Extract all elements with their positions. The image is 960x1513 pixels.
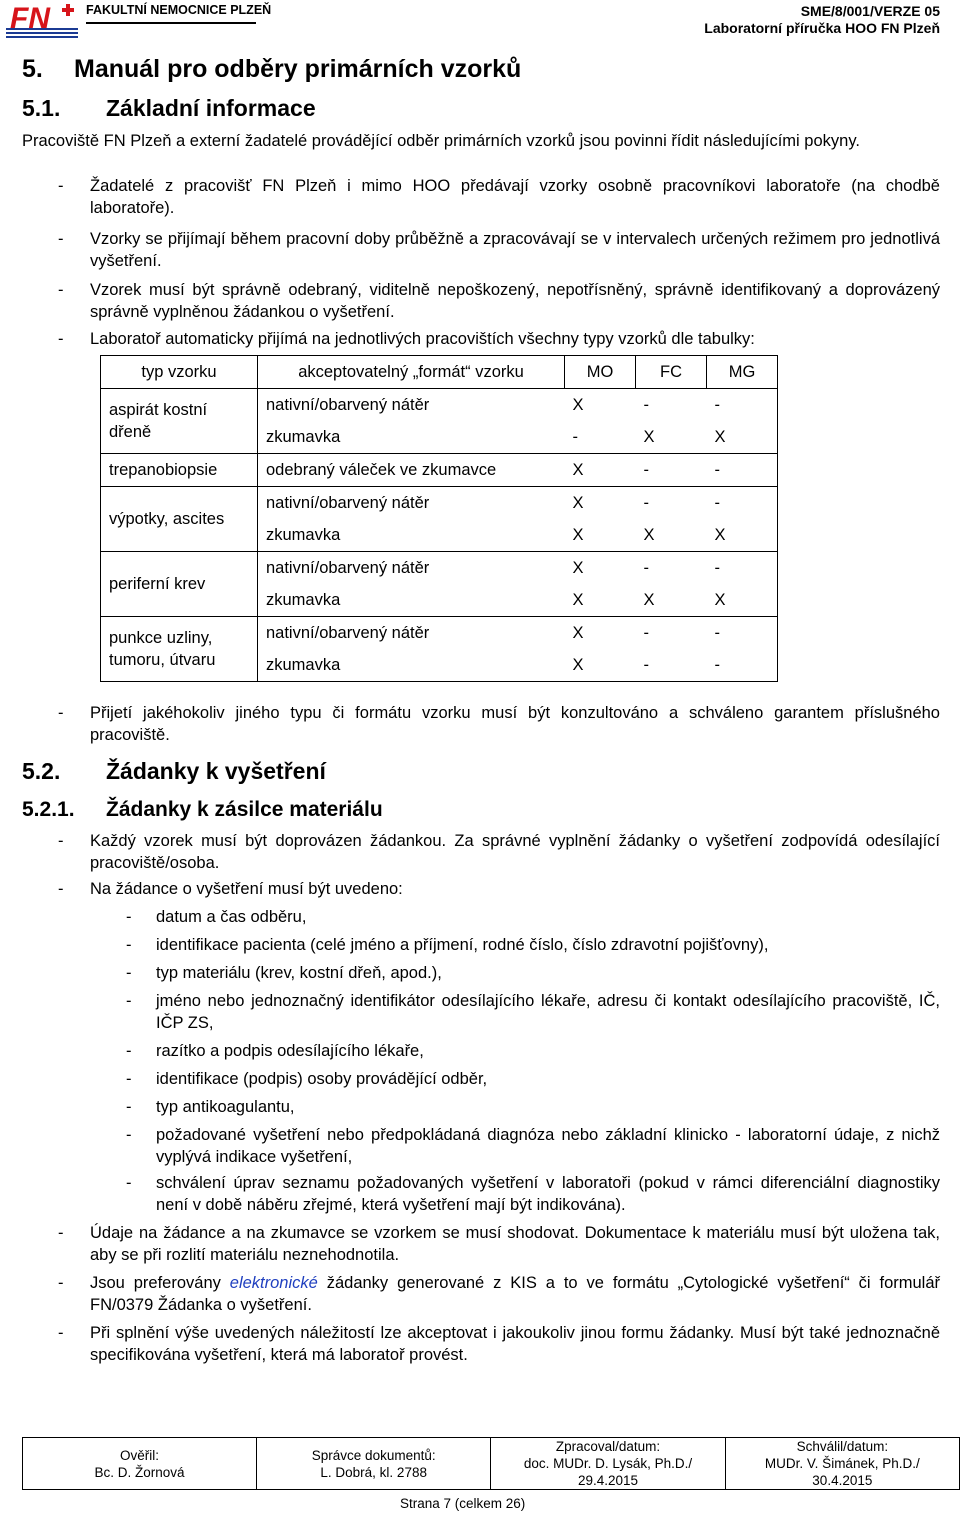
fc-cell: - [636, 617, 707, 650]
mg-cell: X [707, 584, 778, 617]
cell-date: 29.4.2015 [577, 1473, 639, 1488]
section-number: 5.2. [22, 758, 61, 784]
format-cell: zkumavka [258, 584, 565, 617]
sub-bullet-text: razítko a podpis odesílajícího lékaře, [156, 1042, 424, 1060]
section-title: Žádanky k vyšetření [106, 758, 326, 784]
sub-bullet-text: jméno nebo jednoznačný identifikátor odesílajícího lékaře, adresu či kontakt odesílajícího pracoviště, IČ, IČP ZS, [156, 992, 940, 1032]
mo-cell: X [565, 584, 636, 617]
fc-cell: - [636, 552, 707, 585]
section-number: 5.2.1. [22, 798, 75, 821]
format-cell: nativní/obarvený nátěr [258, 552, 565, 585]
cell-label: Ověřil: [120, 1447, 160, 1463]
section-number: 5. [22, 55, 43, 83]
text-part: Jsou preferovány [90, 1274, 230, 1292]
cell-value: L. Dobrá, kl. 2788 [320, 1464, 427, 1480]
format-cell: zkumavka [258, 649, 565, 682]
dash: - [126, 964, 132, 982]
table-header-row [101, 356, 778, 389]
mo-cell: X [565, 552, 636, 585]
table-row [101, 389, 778, 422]
sample-type-cell: výpotky, ascites [101, 487, 258, 552]
header-rule [86, 22, 256, 24]
cell-value: doc. MUDr. D. Lysák, Ph.D./ [523, 1456, 693, 1471]
mo-cell: X [565, 519, 636, 552]
fc-cell: - [636, 389, 707, 422]
dash: - [126, 992, 132, 1010]
mg-cell: - [707, 552, 778, 585]
mg-cell: X [707, 519, 778, 552]
verified-cell [23, 1438, 257, 1490]
section-5-2-1-heading [22, 798, 383, 822]
hospital-name: FAKULTNÍ NEMOCNICE PLZEŇ [86, 3, 272, 17]
sub-bullet-text: datum a čas odběru, [156, 908, 307, 926]
section-number: 5.1. [22, 95, 61, 121]
section-title: Žádanky k zásilce materiálu [106, 798, 383, 821]
fc-cell: X [636, 421, 707, 454]
dash: - [126, 1174, 132, 1192]
bullet-text: Vzorky se přijímají během pracovní doby průběžně a zpracovávají se v intervalech určených režimem pro jednotlivá vyšetření. [90, 230, 940, 270]
hospital-logo-icon [4, 2, 80, 40]
format-cell: nativní/obarvený nátěr [258, 487, 565, 520]
bullet-text: Laboratoř automaticky přijímá na jednotlivých pracovištích všechny typy vzorků dle tabulky: [90, 330, 755, 348]
svg-text:FN: FN [10, 2, 50, 35]
table-header: MO [565, 356, 636, 389]
fc-cell: - [636, 454, 707, 487]
bullet-text: Žadatelé z pracovišť FN Plzeň i mimo HOO předávají vzorky osobně pracovníkovi laboratoře (na chodbě laboratoře). [90, 177, 940, 217]
mo-cell: X [565, 649, 636, 682]
dash: - [58, 177, 64, 195]
electronic-link[interactable]: elektronické [229, 1274, 318, 1292]
sub-bullet-text: schválení úprav seznamu požadovaných vyšetření v laboratoři (pokud v rámci diferenciální diagnostiky není v době náběru zřejmé, která vyšetření mají být indikována). [156, 1174, 940, 1214]
document-id [704, 3, 940, 37]
doc-code: SME/8/001/VERZE 05 [800, 3, 940, 19]
mg-cell: - [707, 389, 778, 422]
table-row [101, 617, 778, 650]
table-row [101, 552, 778, 585]
fc-cell: - [636, 649, 707, 682]
dash: - [126, 1098, 132, 1116]
text-part: žádanky generované z KIS a to ve formátu „Cytologické vyšetření“ či formulář FN/0379 Žádanka o vyšetření. [90, 1274, 940, 1314]
dash: - [126, 1070, 132, 1088]
approved-cell [725, 1438, 959, 1490]
sample-type-cell: trepanobiopsie [101, 454, 258, 487]
bullet-text: Každý vzorek musí být doprovázen žádankou. Za správné vyplnění žádanky o vyšetření zodpovídá odesílající pracoviště/osoba. [90, 832, 940, 872]
cell-label: Zpracoval/datum: [555, 1439, 661, 1454]
format-cell: nativní/obarvený nátěr [258, 389, 565, 422]
cell-value: MUDr. V. Šimánek, Ph.D./ [764, 1456, 920, 1471]
section-5-2-heading [22, 758, 326, 785]
format-cell: zkumavka [258, 519, 565, 552]
mo-cell: X [565, 389, 636, 422]
table-header: typ vzorku [101, 356, 258, 389]
sub-bullet-text: identifikace pacienta (celé jméno a příjmení, rodné číslo, číslo zdravotní pojišťovny), [156, 936, 769, 954]
mg-cell: X [707, 421, 778, 454]
dash: - [58, 880, 64, 898]
intro-paragraph: Pracoviště FN Plzeň a externí žadatelé provádějící odběr primárních vzorků jsou povinni řídit následujícími pokyny. [22, 132, 860, 150]
dash: - [58, 281, 64, 299]
table-row [101, 487, 778, 520]
sub-bullet-text: typ antikoagulantu, [156, 1098, 295, 1116]
dash: - [58, 1224, 64, 1242]
cell-date: 30.4.2015 [812, 1473, 873, 1488]
prepared-cell [491, 1438, 725, 1490]
cell-value: Bc. D. Žornová [94, 1464, 185, 1480]
doc-admin-cell [257, 1438, 491, 1490]
section-title: Základní informace [106, 95, 316, 121]
dash: - [126, 1126, 132, 1144]
dash: - [58, 330, 64, 348]
page-number: Strana 7 (celkem 26) [400, 1496, 526, 1511]
cell-label: Správce dokumentů: [311, 1447, 436, 1463]
bullet-text: Na žádance o vyšetření musí být uvedeno: [90, 880, 403, 898]
mg-cell: - [707, 617, 778, 650]
bullet-text: Údaje na žádance a na zkumavce se vzorkem se musí shodovat. Dokumentace k materiálu musí být uložena tak, aby se při rozlití materiálu neznehodnotila. [90, 1224, 940, 1264]
bullet-text: Při splnění výše uvedených náležitostí lze akceptovat i jakoukoliv jinou formu žádanky. Musí být také jednoznačně specifikována vyšetření, která má laboratoř provést. [90, 1324, 940, 1364]
fc-cell: X [636, 519, 707, 552]
format-cell: nativní/obarvený nátěr [258, 617, 565, 650]
dash: - [58, 1324, 64, 1342]
mo-cell: X [565, 487, 636, 520]
section-title: Manuál pro odběry primárních vzorků [74, 55, 522, 83]
table-header: akceptovatelný „formát“ vzorku [258, 356, 565, 389]
mg-cell: - [707, 487, 778, 520]
format-cell: odebraný váleček ve zkumavce [258, 454, 565, 487]
sample-type-cell: punkce uzliny, tumoru, útvaru [101, 617, 258, 682]
cell-label: Schválil/datum: [796, 1439, 889, 1454]
fc-cell: X [636, 584, 707, 617]
sample-types-table [100, 355, 778, 682]
dash: - [126, 1042, 132, 1060]
dash: - [126, 908, 132, 926]
bullet-text: Přijetí jakéhokoliv jiného typu či formátu vzorku musí být konzultováno a schváleno garantem příslušného pracoviště. [90, 704, 940, 744]
table-header: FC [636, 356, 707, 389]
sub-bullet-text: požadované vyšetření nebo předpokládaná diagnóza nebo základní klinicko - laboratorní údaje, z nichž vyplývá indikace vyšetření, [156, 1126, 940, 1166]
section-5-1-heading [22, 95, 316, 122]
section-5-heading [22, 55, 521, 84]
dash: - [126, 936, 132, 954]
dash: - [58, 1274, 64, 1292]
bullet-text: Vzorek musí být správně odebraný, viditelně nepoškozený, nepotřísněný, správně identifikovaný a doprovázený správně vyplněnou žádankou o vyšetření. [90, 281, 940, 321]
sub-bullet-text: identifikace (podpis) osoby provádějící odběr, [156, 1070, 488, 1088]
table-row [101, 454, 778, 487]
mg-cell: - [707, 649, 778, 682]
dash: - [58, 832, 64, 850]
mo-cell: - [565, 421, 636, 454]
fc-cell: - [636, 487, 707, 520]
format-cell: zkumavka [258, 421, 565, 454]
dash: - [58, 230, 64, 248]
mg-cell: - [707, 454, 778, 487]
table-header: MG [707, 356, 778, 389]
doc-title: Laboratorní příručka HOO FN Plzeň [704, 20, 940, 36]
dash: - [58, 704, 64, 722]
sub-bullet-text: typ materiálu (krev, kostní dřeň, apod.), [156, 964, 442, 982]
approval-table [22, 1437, 960, 1490]
table-row [23, 1438, 960, 1490]
bullet-text-electronic [90, 1272, 940, 1316]
sample-type-cell: aspirát kostní dřeně [101, 389, 258, 454]
mo-cell: X [565, 454, 636, 487]
sample-type-cell: periferní krev [101, 552, 258, 617]
mo-cell: X [565, 617, 636, 650]
